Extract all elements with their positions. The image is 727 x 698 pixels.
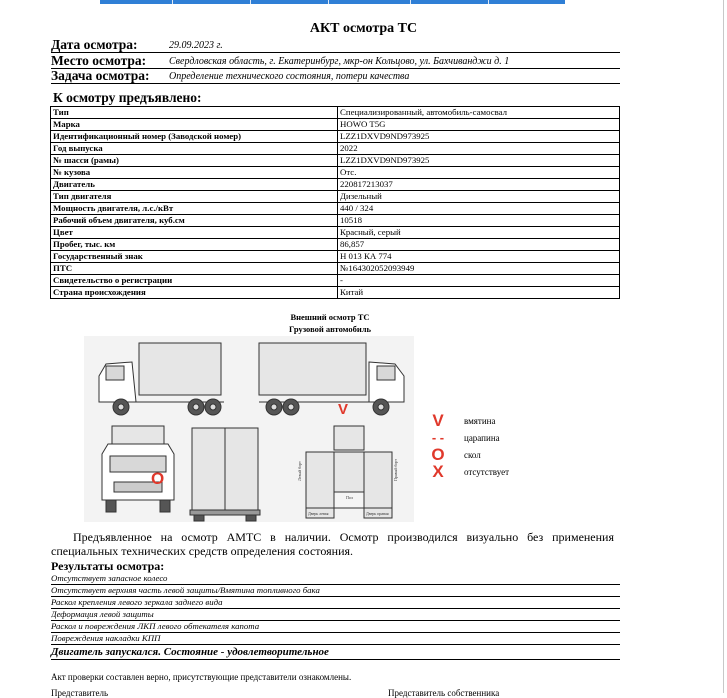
result-item: Отсутствует запасное колесо: [51, 573, 620, 585]
header-label: Задача осмотра:: [51, 68, 150, 83]
spec-value: 220817213037: [338, 179, 620, 191]
legend-label: вмятина: [464, 416, 496, 426]
top-toolbar-strip: [100, 0, 565, 4]
header-label: Дата осмотра:: [51, 37, 138, 52]
spec-value: Н 013 КА 774: [338, 251, 620, 263]
document-title: АКТ осмотра ТС: [309, 21, 418, 36]
result-item: Раскол и повреждения ЛКП левого обтекателя капота: [51, 621, 620, 633]
spec-row: [51, 251, 620, 263]
result-item: Повреждения накладки КПП: [51, 633, 620, 645]
legend-label: отсутствует: [464, 467, 510, 477]
spec-value: HOWO T5G: [338, 119, 620, 131]
spec-row: [51, 191, 620, 203]
header-value: Свердловская область, г. Екатеринбург, мкр-он Кольцово, ул. Бахчиванджи д. 1: [169, 56, 510, 67]
header-row-task: [51, 70, 620, 84]
spec-row: [51, 275, 620, 287]
result-item: Деформация левой защиты: [51, 609, 620, 621]
diagram-label: Левый борт: [297, 461, 302, 481]
spec-value: Дизельный: [338, 191, 620, 203]
spec-key: Свидетельство о регистрации: [51, 275, 338, 287]
legend-symbol: X: [432, 462, 444, 481]
spec-key: Государственный знак: [51, 251, 338, 263]
spec-row: [51, 179, 620, 191]
spec-row: [51, 239, 620, 251]
spec-key: Рабочий объем двигателя, куб.см: [51, 215, 338, 227]
spec-row: [51, 215, 620, 227]
diagram-title: Внешний осмотр ТС: [290, 312, 370, 322]
section-title: К осмотру предъявлено:: [53, 90, 202, 105]
spec-row: [51, 167, 620, 179]
spec-row: [51, 119, 620, 131]
result-item: Отсутствует верхняя часть левой защиты/Вмятина топливного бака: [51, 585, 620, 597]
page-edge-line: [723, 0, 724, 693]
damage-mark-chip: O: [151, 469, 165, 488]
header-row-date: [51, 39, 620, 53]
spec-row: [51, 155, 620, 167]
spec-key: Тип: [51, 107, 338, 119]
diagram-label: Дверь правая: [366, 511, 389, 516]
legend-symbol: V: [432, 411, 444, 430]
damage-mark-dent: V: [338, 401, 349, 418]
header-value: Определение технического состояния, потери качества: [169, 71, 410, 82]
spec-value: Специализированный, автомобиль-самосвал: [338, 107, 620, 119]
spec-key: Мощность двигателя, л.с./кВт: [51, 203, 338, 215]
spec-key: Пробег, тыс. км: [51, 239, 338, 251]
spec-value: -: [338, 275, 620, 287]
vehicle-spec-table: [50, 106, 620, 299]
spec-row: [51, 227, 620, 239]
spec-value: №164302052093949: [338, 263, 620, 275]
truck-rear-view: [190, 428, 260, 521]
header-label: Место осмотра:: [51, 53, 147, 68]
footer-statement: Акт проверки составлен верно, присутствующие представители ознакомлены.: [51, 672, 352, 682]
diagram-label: Дверь левая: [308, 511, 329, 516]
spec-row: [51, 143, 620, 155]
spec-value: Китай: [338, 287, 620, 299]
spec-value: 2022: [338, 143, 620, 155]
signature-owner-representative: Представитель собственника: [388, 688, 500, 698]
diagram-label: Пол: [346, 495, 353, 500]
spec-key: Идентификационный номер (Заводской номер): [51, 131, 338, 143]
spec-value: LZZ1DXVD9ND973925: [338, 155, 620, 167]
results-title: Результаты осмотра:: [51, 559, 165, 573]
spec-key: № шасси (рамы): [51, 155, 338, 167]
spec-value: 86,857: [338, 239, 620, 251]
spec-key: ПТС: [51, 263, 338, 275]
legend-symbol: O: [431, 445, 445, 464]
diagram-label: Правый борт: [393, 458, 398, 481]
spec-row: [51, 263, 620, 275]
spec-value: Отс.: [338, 167, 620, 179]
spec-value: Красный, серый: [338, 227, 620, 239]
spec-key: Страна происхождения: [51, 287, 338, 299]
spec-key: Двигатель: [51, 179, 338, 191]
header-row-place: [51, 55, 620, 69]
signature-representative: Представитель: [51, 688, 109, 698]
header-value: 29.09.2023 г.: [169, 40, 223, 51]
spec-value: LZZ1DXVD9ND973925: [338, 131, 620, 143]
spec-value: 10518: [338, 215, 620, 227]
spec-key: № кузова: [51, 167, 338, 179]
spec-row: [51, 107, 620, 119]
spec-row: [51, 203, 620, 215]
legend-symbol: - -: [431, 430, 445, 445]
diagram-subtitle: Грузовой автомобиль: [288, 324, 372, 334]
final-verdict: Двигатель запускался. Состояние - удовлетворительное: [51, 645, 620, 660]
result-item: Раскол крепления левого зеркала заднего вида: [51, 597, 620, 609]
legend-label: скол: [464, 450, 481, 460]
spec-row: [51, 287, 620, 299]
spec-key: Тип двигателя: [51, 191, 338, 203]
spec-key: Год выпуска: [51, 143, 338, 155]
spec-row: [51, 131, 620, 143]
spec-value: 440 / 324: [338, 203, 620, 215]
spec-key: Цвет: [51, 227, 338, 239]
truck-inspection-diagram: [84, 336, 414, 522]
inspection-paragraph: Предъявленное на осмотр АМТС в наличии. Осмотр производился визуально без применения специальных технических средств определения состояния.: [51, 530, 614, 558]
legend-label: царапина: [464, 433, 500, 443]
spec-key: Марка: [51, 119, 338, 131]
